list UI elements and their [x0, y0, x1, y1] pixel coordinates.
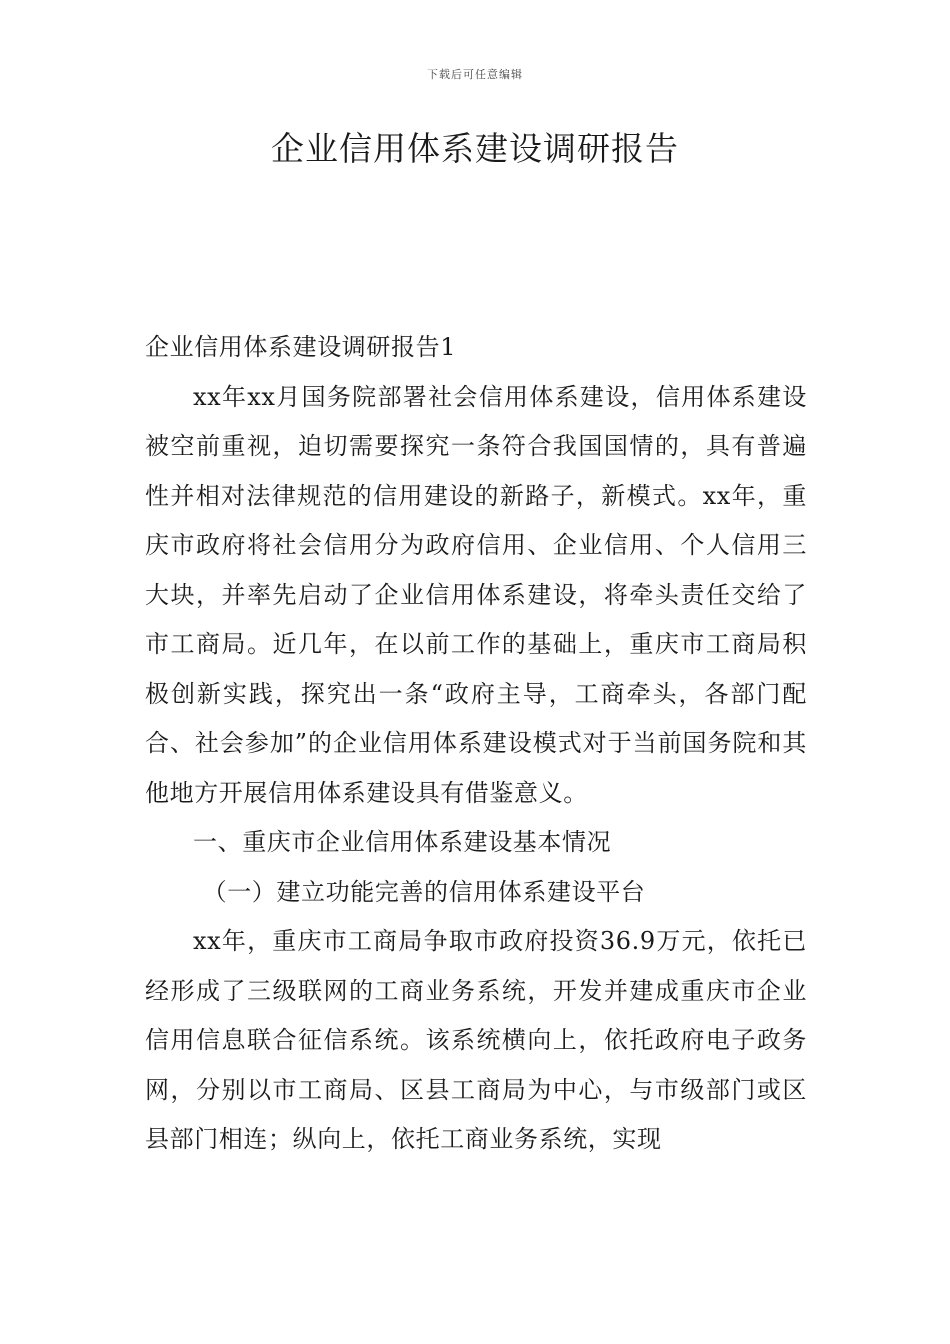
document-title: 企业信用体系建设调研报告 [271, 129, 679, 168]
document-body [145, 323, 807, 1165]
paragraph-intro: xx年xx月国务院部署社会信用体系建设，信用体系建设被空前重视，迫切需要探究一条符合我国国情的，具有普遍性并相对法律规范的信用建设的新路子，新模式。xx年，重庆市政府将社会信用分为政府信用、企业信用、个人信用三大块，并率先启动了企业信用体系建设，将牵头责任交给了市工商局。近几年，在以前工作的基础上，重庆市工商局积极创新实践，探究出一条“政府主导，工商牵头，各部门配合、社会参加”的企业信用体系建设模式对于当前国务院和其他地方开展信用体系建设具有借鉴意义。 [145, 382, 807, 807]
paragraph-platform: xx年，重庆市工商局争取市政府投资36.9万元，依托已经形成了三级联网的工商业务系统，开发并建成重庆市企业信用信息联合征信系统。该系统横向上，依托政府电子政务网，分别以市工商局、区县工商局为中心，与市级部门或区县部门相连；纵向上，依托工商业务系统，实现 [145, 927, 807, 1153]
subsection-heading: （一）建立功能完善的信用体系建设平台 [202, 877, 646, 906]
header-note: 下载后可任意编辑 [427, 68, 523, 81]
report-subtitle: 企业信用体系建设调研报告1 [145, 333, 457, 361]
section-heading: 一、重庆市企业信用体系建设基本情况 [193, 828, 612, 856]
